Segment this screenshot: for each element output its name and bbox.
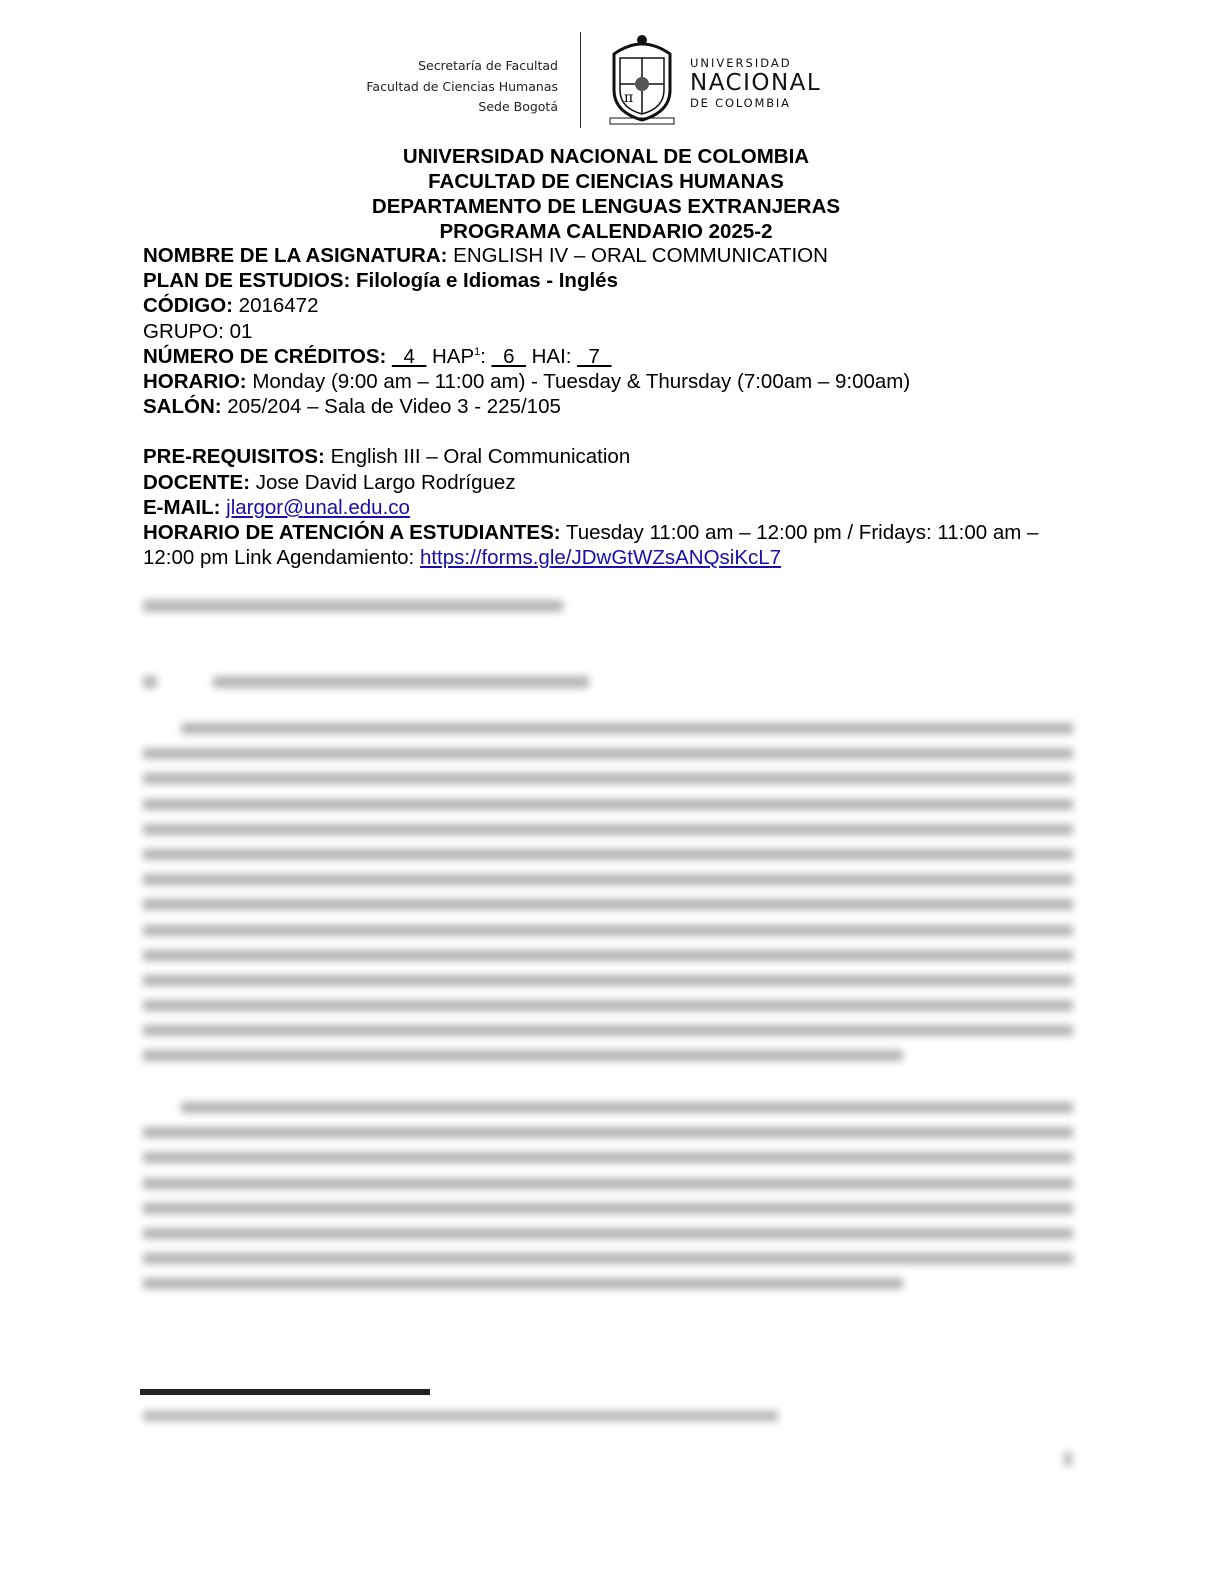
logo-line: UNIVERSIDAD	[690, 56, 792, 70]
university-seal-icon	[604, 32, 680, 128]
redacted-footnote	[143, 1411, 778, 1421]
prerequisites: PRE-REQUISITOS: English III – Oral Communication	[143, 445, 631, 469]
header-line: Secretaría de Facultad	[418, 58, 558, 73]
svg-text:π: π	[624, 90, 634, 106]
course-name: NOMBRE DE LA ASIGNATURA: ENGLISH IV – ORAL COMMUNICATION	[143, 244, 828, 267]
header-line: Facultad de Ciencias Humanas	[366, 78, 558, 94]
classroom: SALÓN: 205/204 – Sala de Video 3 - 225/105	[143, 395, 561, 419]
title-line: UNIVERSIDAD NACIONAL DE COLOMBIA	[402, 145, 810, 168]
scheduling-link[interactable]: https://forms.gle/JDwGtWZsANQsiKcL7	[419, 546, 782, 570]
page-number	[1064, 1452, 1072, 1466]
header-line: Sede Bogotá	[478, 99, 558, 114]
redacted-section-heading	[213, 676, 589, 688]
redacted-line	[143, 600, 563, 612]
title-line: FACULTAD DE CIENCIAS HUMANAS	[428, 170, 784, 193]
logo-line: NACIONAL	[690, 70, 822, 96]
email: E-MAIL: jlargor@unal.edu.co	[143, 495, 410, 519]
document-titles	[0, 144, 1212, 244]
faculty-header	[366, 56, 558, 118]
course-group: GRUPO: 01	[143, 319, 253, 343]
study-plan: PLAN DE ESTUDIOS: Filología e Idiomas - Inglés	[143, 269, 618, 293]
title-line: DEPARTAMENTO DE LENGUAS EXTRANJERAS	[371, 195, 841, 218]
redacted-paragraph	[143, 723, 1073, 1076]
course-code: CÓDIGO: 2016472	[143, 294, 319, 318]
schedule: HORARIO: Monday (9:00 am – 11:00 am) - Tuesday & Thursday (7:00am – 9:00am)	[143, 370, 911, 394]
redacted-paragraph	[143, 1102, 1073, 1304]
redacted-section-number	[143, 676, 157, 688]
university-logo-text	[690, 56, 821, 110]
email-link[interactable]: jlargor@unal.edu.co	[226, 495, 410, 519]
course-info	[143, 243, 1063, 570]
header-divider	[580, 32, 581, 128]
teacher: DOCENTE: Jose David Largo Rodríguez	[143, 470, 516, 494]
credits: NÚMERO DE CRÉDITOS: _4_ HAP$^1$: _6_ HAI: _7_	[143, 344, 612, 368]
office-hours: HORARIO DE ATENCIÓN A ESTUDIANTES: Tuesday 11:00 am – 12:00 pm / Fridays: 11:00 am – 12:00 pm Link Agendamiento: https://forms.gle/JDwGtWZsANQsiKcL7	[143, 521, 1039, 570]
title-line: PROGRAMA CALENDARIO 2025-2	[439, 220, 773, 243]
logo-line: DE COLOMBIA	[690, 96, 791, 110]
footnote-rule	[140, 1389, 430, 1395]
